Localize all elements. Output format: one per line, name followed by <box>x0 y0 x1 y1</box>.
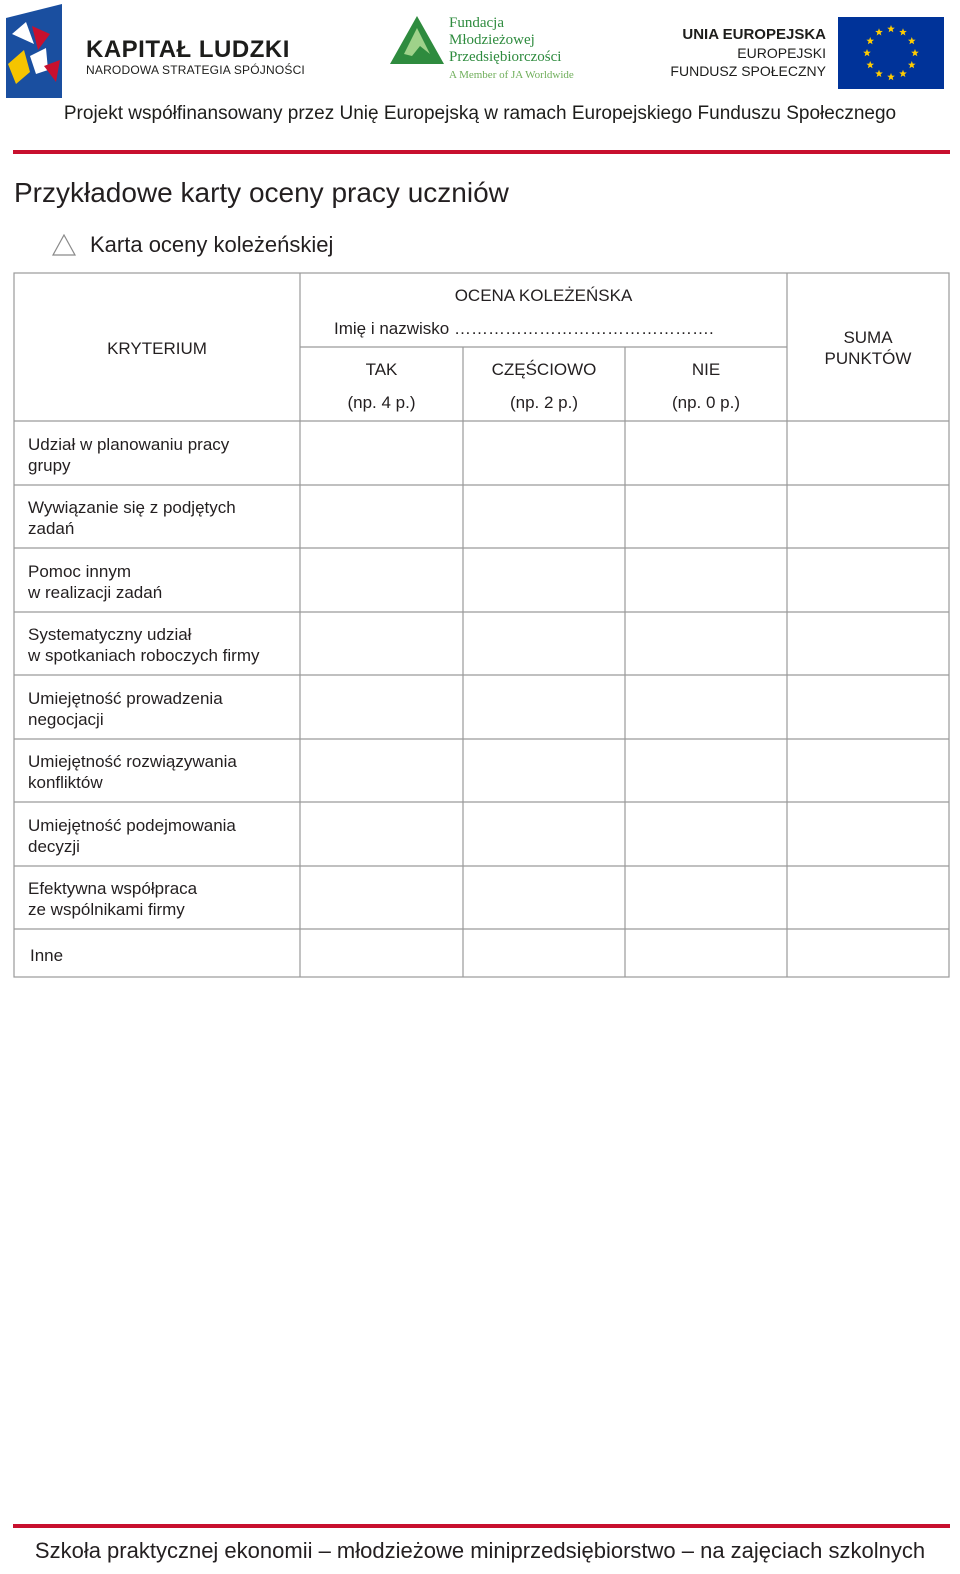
name-field-label: Imię i nazwisko ………………………………………. <box>334 319 714 338</box>
table-row-label: Wywiązanie się z podjętych zadań <box>28 498 236 538</box>
bottom-divider <box>13 1524 950 1528</box>
europejski-label: EUROPEJSKI <box>737 45 826 61</box>
column-nie-label: NIE <box>691 360 721 379</box>
table-row-label: Efektywna współpraca ze wspólnikami firmy <box>28 879 198 919</box>
fundusz-spoleczny-label: FUNDUSZ SPOŁECZNY <box>670 63 826 79</box>
fundacja-line-3: Przedsiębiorczości <box>449 49 562 65</box>
criterion-header: KRYTERIUM <box>107 339 207 358</box>
column-czesciowo-points: (np. 2 p.) <box>509 393 579 412</box>
kapital-ludzki-title: KAPITAŁ LUDZKI <box>86 36 290 63</box>
table-row-label: Umiejętność podejmowania decyzji <box>28 816 236 856</box>
fundacja-line-1: Fundacja <box>449 15 504 31</box>
column-tak-label: TAK <box>365 360 398 379</box>
table-row-label: Systematyczny udział w spotkaniach roboczych firmy <box>28 625 260 665</box>
table-row-label: Pomoc innym w realizacji zadań <box>28 562 163 602</box>
table-row-label: Umiejętność prowadzenia negocjacji <box>28 689 223 729</box>
fundacja-line-2: Młodzieżowej <box>449 32 535 48</box>
table-row-label: Udział w planowaniu pracy grupy <box>28 435 230 475</box>
sum-header-line-2: PUNKTÓW <box>824 349 912 368</box>
footer-text: Szkoła praktycznej ekonomii – młodzieżowe miniprzedsiębiorstwo – na zajęciach szkolnych <box>34 1538 926 1563</box>
section-title: Karta oceny koleżeńskiej <box>90 232 334 257</box>
table-row-label: Umiejętność rozwiązywania konfliktów <box>28 752 237 792</box>
column-tak-points: (np. 4 p.) <box>347 393 416 412</box>
kapital-ludzki-subtitle: NARODOWA STRATEGIA SPÓJNOŚCI <box>86 63 305 77</box>
project-cofinancing-line: Projekt współfinansowany przez Unię Europejską w ramach Europejskiego Funduszu Społecznego <box>63 103 897 124</box>
peer-evaluation-header: OCENA KOLEŻEŃSKA <box>454 286 633 305</box>
column-czesciowo-label: CZĘŚCIOWO <box>491 360 597 379</box>
sum-header-line-1: SUMA <box>843 328 893 347</box>
table-row-label: Inne <box>30 946 64 965</box>
page-title: Przykładowe karty oceny pracy uczniów <box>14 177 509 208</box>
column-nie-points: (np. 0 p.) <box>671 393 741 412</box>
unia-europejska-label: UNIA EUROPEJSKA <box>682 26 826 43</box>
fundacja-line-4: A Member of JA Worldwide <box>449 69 574 81</box>
